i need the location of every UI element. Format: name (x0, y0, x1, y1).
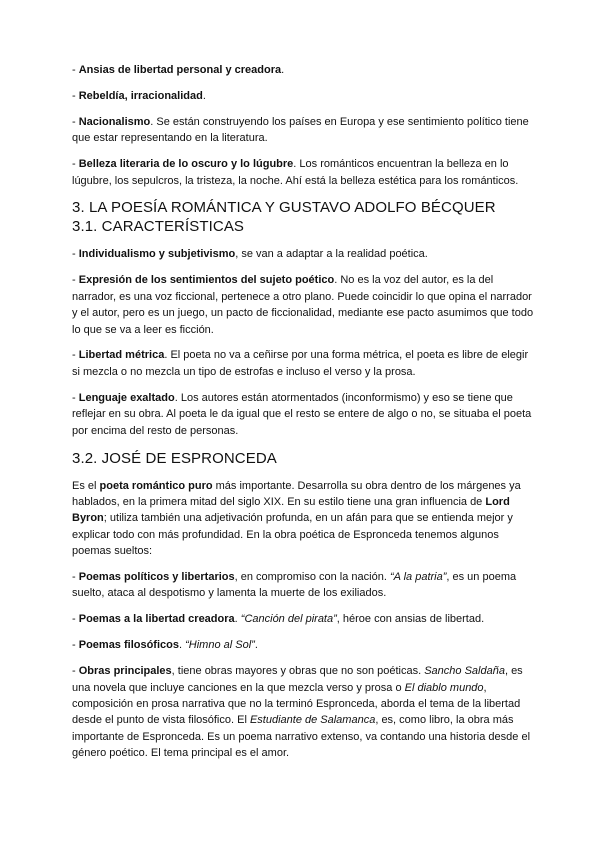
item-belleza: - Belleza literaria de lo oscuro y lo lúgubre. Los románticos encuentran la belleza en lo lúgubre, los sepulcros, la tristeza, la noche. Ahí está la belleza estética para los románticos. (72, 158, 519, 187)
heading-poesia-romantica: 3. LA POESÍA ROMÁNTICA Y GUSTAVO ADOLFO BÉCQUER (72, 199, 496, 217)
item-lenguaje-exaltado: - Lenguaje exaltado. Los autores están atormentados (inconformismo) y eso se tiene que reflejar en su obra. Al poeta le da igual que el resto se entere de algo o no, se situaba el poeta por encima del resto de personas. (72, 391, 532, 437)
document-page (72, 62, 534, 771)
item-ansias: - Ansias de libertad personal y creadora. (72, 64, 285, 76)
item-nacionalismo: - Nacionalismo. Se están construyendo los países en Europa y ese sentimiento político tiene que estar representando en la literatura. (72, 115, 529, 145)
section-heading-3 (72, 198, 534, 236)
item-individualismo: - Individualismo y subjetivismo, se van a adaptar a la realidad poética. (72, 248, 428, 261)
item-poemas-libertad: - Poemas a la libertad creadora. “Canción del pirata”, héroe con ansias de libertad. (72, 613, 485, 626)
section-heading-3-2 (72, 449, 534, 468)
heading-espronceda: 3.2. JOSÉ DE ESPRONCEDA (72, 449, 277, 467)
item-obras-principales: - Obras principales, tiene obras mayores y obras que no son poéticas. Sancho Saldaña, es una novela que incluye canciones en la que mezcla verso y prosa o El diablo mundo, composición en prosa narrativa que no la terminó Espronceda, aborda el tema de la libertad desde el punto de vista filosófico. El Estudiante de Salamanca, es, como libro, la obra más importante de Espronceda. Es un poema narrativo extenso, va contando una historia desde el género poético. El tema principal es el amor. (72, 665, 531, 760)
item-expresion: - Expresión de los sentimientos del sujeto poético. No es la voz del autor, es la del narrador, es una voz ficcional, pertenece a otro plano. Puede coincidir lo que opina el narrador y el autor, pero es un juego, un pacto de ficcionalidad, mediante ese pacto asumimos que todo lo que se va a leer es ficción. (72, 274, 534, 336)
item-poemas-politicos: - Poemas políticos y libertarios, en compromiso con la nación. “A la patria”, es un poema suelto, ataca al despotismo y lamenta la muerte de los exiliados. (72, 571, 517, 600)
item-libertad-metrica: - Libertad métrica. El poeta no va a ceñirse por una forma métrica, el poeta es libre de elegir si mezcla o no mezcla un tipo de estrofas e incluso el verso y la prosa. (72, 349, 529, 378)
heading-caracteristicas: 3.1. CARACTERÍSTICAS (72, 218, 245, 236)
item-poemas-filosoficos: - Poemas filosóficos. “Himno al Sol”. (72, 639, 258, 652)
item-rebeldia: - Rebeldía, irracionalidad. (72, 89, 206, 102)
paragraph-intro: Es el poeta romántico puro más importante. Desarrolla su obra dentro de los márgenes ya hablados, en la primera mitad del siglo XIX. En su estilo tiene una gran influencia de Lord Byron; utiliza también una adjetivación profunda, en un afán para que se entienda mejor y explicar todo con más profundidad. En la obra poética de Espronceda tenemos algunos poemas sueltos: (72, 479, 521, 558)
